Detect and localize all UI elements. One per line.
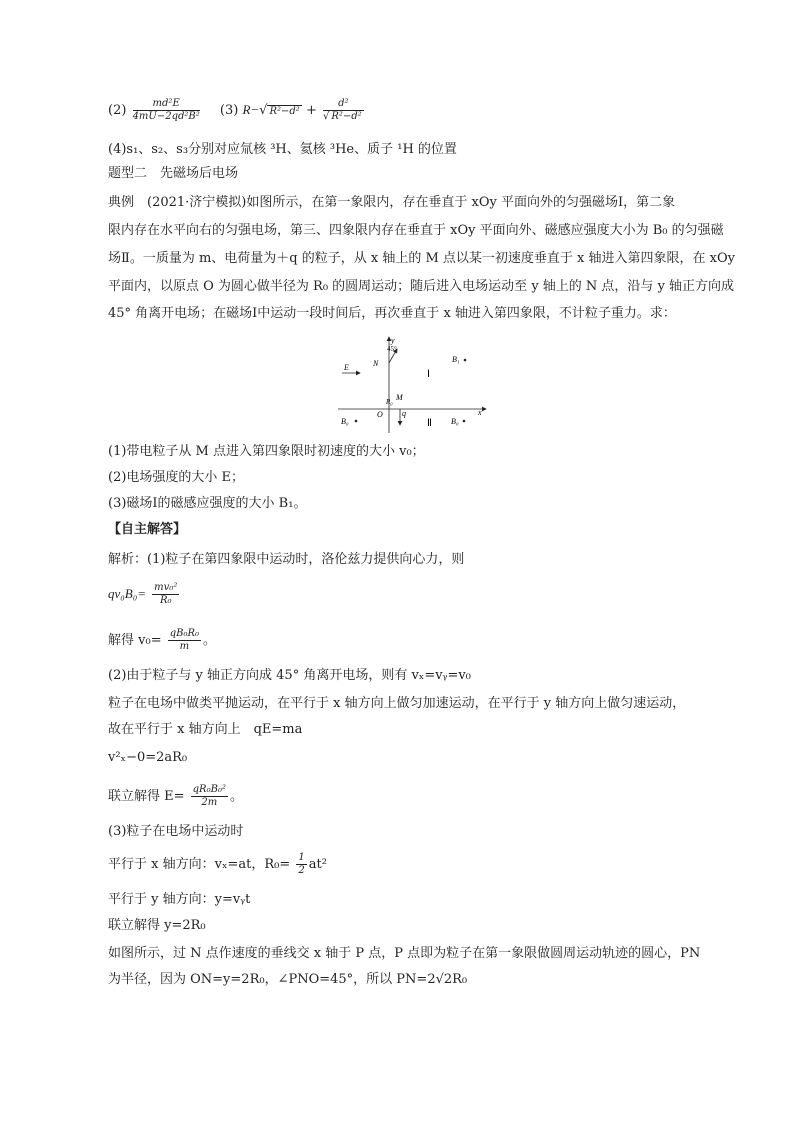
- b1-label: B₁: [452, 355, 460, 364]
- answer-3-label: (3): [219, 103, 239, 118]
- eq2-end: 。: [203, 633, 217, 648]
- problem-line-3: 场Ⅱ。一质量为 m、电荷量为＋q 的粒子，从 x 轴上的 M 点以某一初速度垂直于 x 轴进入第四象限，在 xOy: [108, 251, 735, 266]
- equation-1: [108, 582, 181, 607]
- b0-left-label: B₀: [341, 417, 349, 426]
- eq1-numerator: mv₀²: [154, 582, 178, 593]
- eq4-lhs: 平行于 x 轴方向：vₓ=at，R₀=: [108, 857, 291, 872]
- physics-figure: [330, 335, 490, 435]
- answer-2-numerator: md²E: [133, 98, 200, 111]
- eq3-fraction: [191, 784, 228, 809]
- region-i-label: Ⅰ: [427, 369, 430, 380]
- answer-header: 【自主解答】: [108, 522, 187, 537]
- b1-dot: [464, 359, 467, 362]
- eq3-lhs: 联立解得 E=: [108, 789, 185, 804]
- answer-2-3: (2) $\frac{\text{md²E}}{\text{4mU−2qd²B²}}$ (3) R−√ R²−d² + $\frac{\text{d²}}{\text{√ R²−d²}}$: [108, 98, 362, 122]
- question-3: (3)磁场Ⅰ的磁感应强度的大小 B₁。: [108, 496, 307, 511]
- problem-line-5: 45° 角离开电场；在磁场Ⅰ中运动一段时间后，再次垂直于 x 轴进入第四象限，不计粒子重力。求：: [108, 306, 676, 321]
- eq4-numerator: 1: [298, 852, 305, 863]
- solution-line-6: (3)粒子在电场中运动时: [108, 824, 244, 839]
- eq3-end: 。: [229, 789, 243, 804]
- answer-3-numerator: d²: [323, 98, 364, 111]
- problem-line-2: 限内存在水平向右的匀强电场，第三、四象限内存在垂直于 xOy 平面向外、磁感应强度大小为 B₀ 的匀强磁: [108, 223, 724, 238]
- answer-3-plus: +: [305, 103, 317, 118]
- b0-dot-left: [355, 420, 358, 423]
- eq4-fraction: [296, 852, 306, 877]
- region-ii-label: Ⅱ: [427, 418, 432, 429]
- eq3-numerator: qR₀B₀²: [192, 784, 226, 795]
- answer-3-sqrt: R²−d²: [269, 106, 300, 117]
- eq4-denominator: 2: [298, 865, 305, 876]
- eq2-lhs: 解得 v₀=: [108, 633, 162, 648]
- answer-2-label: (2): [108, 103, 127, 118]
- solution-line-2: (2)由于粒子与 y 轴正方向成 45° 角离开电场，则有 vₓ=vᵧ=v₀: [108, 668, 471, 683]
- origin-label: O: [377, 410, 383, 419]
- solution-line-8: 联立解得 y=2R₀: [108, 918, 206, 933]
- problem-line-4: 平面内，以原点 O 为圆心做半径为 R₀ 的圆周运动；随后进入电场运动至 y 轴上的 N 点，沿与 y 轴正方向成: [108, 279, 735, 294]
- answer-3-denominator: √ R²−d²: [322, 111, 362, 122]
- solution-line-5: v²ₓ−0=2aR₀: [108, 750, 188, 765]
- solution-line-1: 解析：(1)粒子在第四象限中运动时，洛伦兹力提供向心力，则: [108, 552, 465, 567]
- solution-line-7: 平行于 y 轴方向：y=vᵧt: [108, 892, 251, 907]
- eq2-denominator: m: [179, 641, 190, 652]
- answer-3-fraction: [323, 98, 364, 123]
- question-1: (1)带电粒子从 M 点进入第四象限时初速度的大小 v₀；: [108, 444, 425, 459]
- eq2-numerator: qB₀R₀: [169, 628, 200, 639]
- eq4-end: at²: [308, 857, 327, 872]
- solution-line-4: 故在平行于 x 轴方向上 qE=ma: [108, 722, 303, 737]
- equation-3: [108, 784, 243, 809]
- answer-2-denominator: 4mU−2qd²B²: [132, 111, 200, 122]
- angle-label: 45°: [387, 345, 397, 353]
- y-axis-label: y: [391, 336, 395, 345]
- b0-dot-right: [463, 420, 466, 423]
- answer-2-fraction: [133, 98, 200, 123]
- e-label: E: [344, 363, 349, 372]
- b0-right-label: B₀: [451, 417, 459, 426]
- solution-line-3: 粒子在电场中做类平抛运动，在平行于 x 轴方向上做匀加速运动，在平行于 y 轴方向上做匀速运动，: [108, 696, 686, 711]
- answer-4: (4)s₁、s₂、s₃分别对应氚核 ³H、氦核 ³He、质子 ¹H 的位置: [108, 142, 457, 157]
- equation-4: [108, 852, 327, 877]
- n-label: N: [373, 359, 379, 368]
- problem-line-1: 典例 (2021·济宁模拟)如图所示，在第一象限内，存在垂直于 xOy 平面向外的匀强磁场Ⅰ，第二象: [108, 195, 676, 210]
- solution-line-9: 如图所示，过 N 点作速度的垂线交 x 轴于 P 点，P 点即为粒子在第一象限做圆周运动轨迹的圆心，PN: [108, 946, 701, 961]
- section-heading: 题型二 先磁场后电场: [108, 166, 239, 181]
- equation-2: [108, 628, 216, 653]
- eq1-lhs: qv₀B₀=: [108, 586, 147, 601]
- eq2-fraction: [168, 628, 201, 653]
- eq3-denominator: 2m: [201, 797, 218, 808]
- eq1-denominator: R₀: [159, 595, 172, 606]
- q-label: q: [402, 409, 406, 418]
- m-label: M: [396, 393, 403, 402]
- question-2: (2)电场强度的大小 E；: [108, 470, 245, 485]
- eq1-fraction: [152, 582, 179, 607]
- r0-label: R₀: [386, 398, 393, 406]
- answer-3-term: R−: [242, 102, 260, 117]
- x-axis-label: x: [478, 408, 482, 417]
- solution-line-10: 为半径，因为 ON=y=2R₀，∠PNO=45°，所以 PN=2√2R₀: [108, 972, 468, 987]
